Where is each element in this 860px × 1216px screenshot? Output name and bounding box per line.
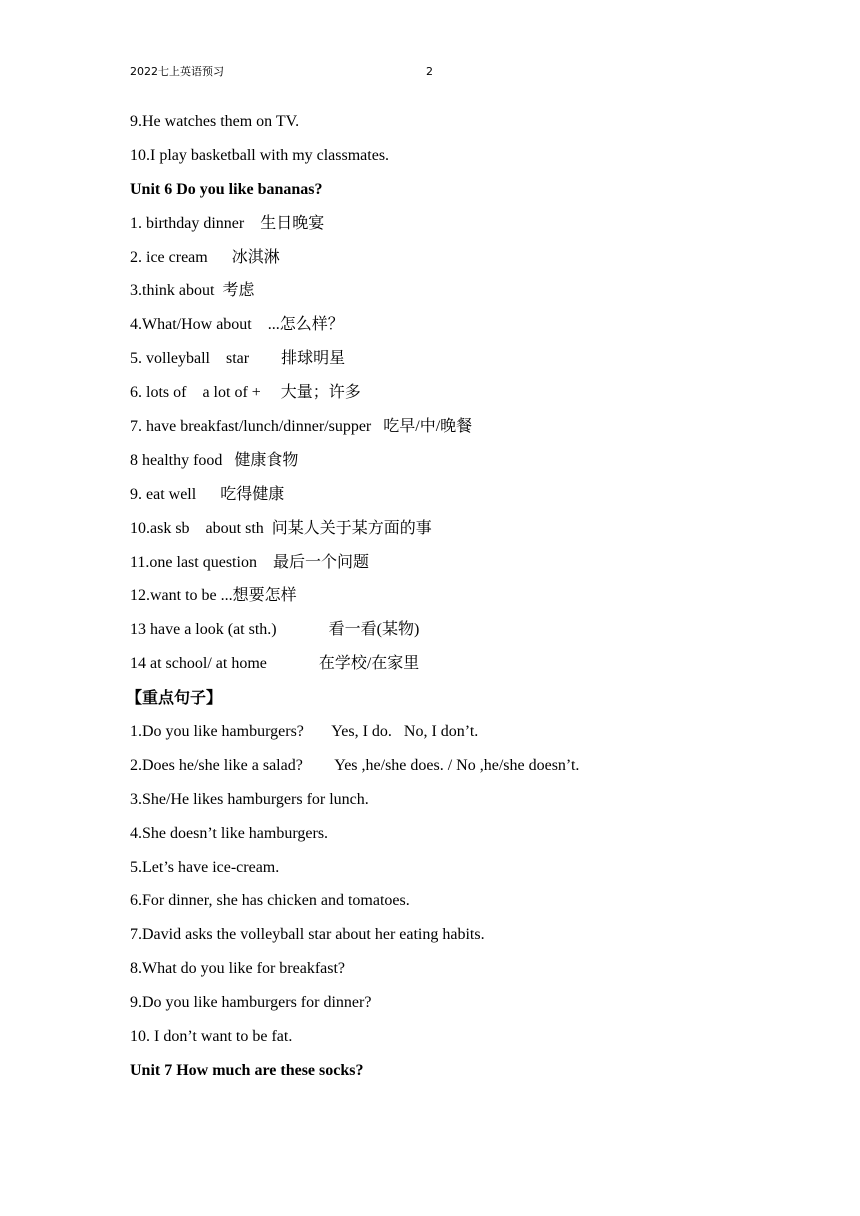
phrase-item: 1. birthday dinner 生日晚宴 — [130, 214, 325, 232]
sentence-item: 7.David asks the volleyball star about her eating habits. — [130, 926, 485, 944]
phrase-item: 2. ice cream 冰淇淋 — [130, 248, 280, 266]
unit-7-heading: Unit 7 How much are these socks? — [130, 1061, 364, 1079]
phrase-item: 12.want to be ...想要怎样 — [130, 587, 297, 605]
phrase-item: 14 at school/ at home 在学校/在家里 — [130, 655, 420, 673]
sentence-item: 2.Does he/she like a salad? Yes ,he/she does. / No ,he/she doesn’t. — [130, 756, 580, 774]
key-sentences-heading: 【重点句子】 — [126, 688, 223, 708]
sentence-item: 6.For dinner, she has chicken and tomatoes. — [130, 892, 410, 910]
sentence-item: 8.What do you like for breakfast? — [130, 960, 346, 978]
phrase-item: 6. lots of a lot of + 大量；许多 — [130, 384, 361, 402]
sentence-item: 5.Let’s have ice-cream. — [130, 858, 280, 876]
phrase-item: 9. eat well 吃得健康 — [130, 485, 285, 503]
phrase-item: 4.What/How about ...怎么样？ — [130, 316, 344, 334]
phrase-item: 5. volleyball star 排球明星 — [130, 350, 346, 368]
phrase-item: 10.ask sb about sth 问某人关于某方面的事 — [130, 519, 432, 537]
phrase-item: 8 healthy food 健康食物 — [130, 451, 299, 469]
sentence-item: 10. I don’t want to be fat. — [130, 1028, 293, 1046]
document-body — [126, 108, 750, 1091]
phrase-item: 13 have a look (at sth.) 看一看(某物) — [130, 621, 420, 639]
sentence-item: 4.She doesn’t like hamburgers. — [130, 824, 329, 842]
phrase-item: 3.think about 考虑 — [130, 282, 255, 300]
sentence-item: 9.Do you like hamburgers for dinner? — [130, 994, 372, 1012]
text-line: 9.He watches them on TV. — [130, 113, 300, 130]
page-number: 2 — [426, 65, 433, 78]
phrase-item: 11.one last question 最后一个问题 — [130, 553, 369, 571]
unit-6-heading: Unit 6 Do you like bananas? — [130, 180, 323, 198]
sentence-item: 1.Do you like hamburgers? Yes, I do. No, I don’t. — [130, 723, 479, 741]
text-line: 10.I play basketball with my classmates. — [130, 146, 390, 164]
sentence-item: 3.She/He likes hamburgers for lunch. — [130, 790, 369, 808]
phrase-item: 7. have breakfast/lunch/dinner/supper 吃早/中/晚餐 — [130, 418, 473, 436]
page-header-title: 2022七上英语预习 — [130, 65, 224, 78]
